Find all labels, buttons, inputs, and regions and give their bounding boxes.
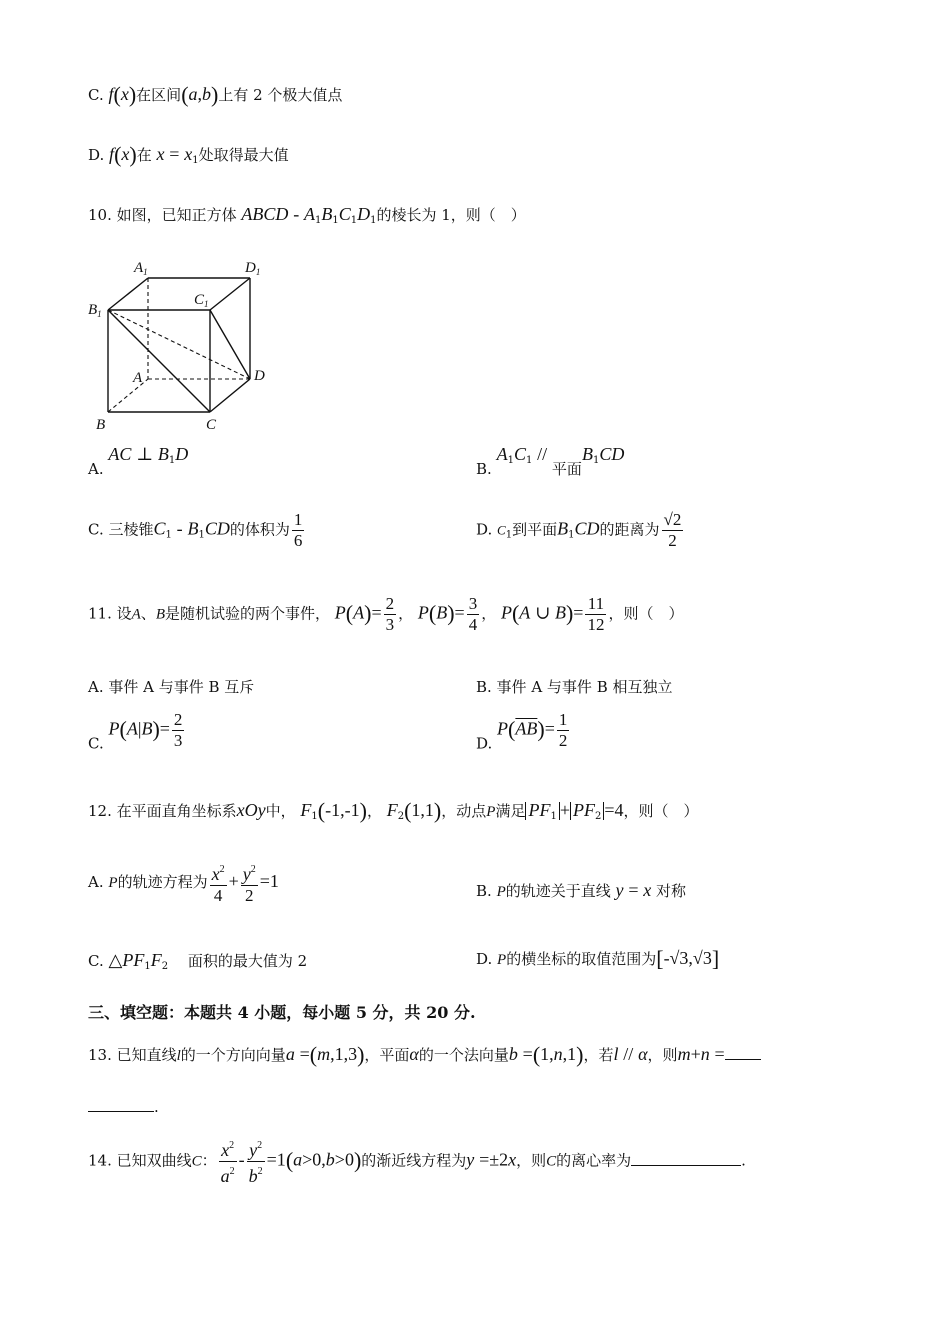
q10-option-d: D. $C_1$到平面$B_1CD$的距离为 $\frac{√2}{2}$ bbox=[476, 510, 682, 550]
edge-b1-a1 bbox=[108, 278, 148, 310]
label-b: B bbox=[96, 417, 106, 433]
q9-option-d: D. f(x)在 $x = x_1$处取得最大值 bbox=[88, 142, 289, 167]
q12-option-a: A. P的轨迹方程为 $\frac{x^2}{4}$ + $\frac{y^2}{2}$ =1 bbox=[88, 860, 279, 906]
section-3-heading: 三、填空题：本题共 4 小题，每小题 5 分，共 20 分. bbox=[88, 1003, 476, 1022]
q9-option-c: C. f(x)在区间(a,b)上有 2 个极大值点 bbox=[88, 82, 343, 107]
q12-option-b: B. P的轨迹关于直线 y = x 对称 bbox=[476, 880, 687, 900]
q11-option-d: D. $P(\overline{AB})=$ $\frac{1}{2}$ bbox=[476, 710, 568, 753]
label-c1: $C_1$ bbox=[194, 292, 209, 309]
math-fx: f bbox=[108, 84, 114, 104]
line-b1-c bbox=[108, 310, 210, 412]
label-a1: $A_1$ bbox=[134, 260, 148, 277]
label-c: C bbox=[206, 417, 217, 433]
line-c1-d bbox=[210, 310, 250, 379]
q11-option-b: B. 事件 A 与事件 B 相互独立 bbox=[476, 678, 673, 696]
q10-stem: 10. 如图，已知正方体 ABCD - $A_1B_1C_1D_1$的棱长为 1，则（ ） bbox=[88, 204, 526, 226]
q10-option-b: B. $A_1C_1$ // 平面$B_1CD$ bbox=[476, 444, 625, 478]
q12-option-d: D. P的横坐标的取值范围为[-√3,√3] bbox=[476, 946, 720, 971]
q14-answer-blank[interactable] bbox=[631, 1165, 741, 1166]
label-d1: $D_1$ bbox=[245, 260, 261, 277]
label-d: D bbox=[254, 368, 265, 384]
cube-figure bbox=[84, 252, 284, 437]
line-b1-d bbox=[108, 310, 250, 379]
q10-option-c: C. 三棱锥$C_1 - B_1CD$的体积为 $\frac{1}{6}$ bbox=[88, 510, 303, 550]
q14-stem: 14. 已知双曲线C： $\frac{x^2}{a^2}$ - $\frac{y^2}{b^2}$ =1(a>0,b>0)的渐近线方程为y =±2x，则C的离心率为 . bbox=[88, 1136, 746, 1187]
q11-option-a: A. 事件 A 与事件 B 互斥 bbox=[88, 678, 255, 696]
q11-stem: 11. 设A、B是随机试验的两个事件， P(A)= $\frac{2}{3}$ ， P(B)= $\frac{3}{4}$ ， P(A ∪ B)= $\frac{11}{12}$ ，则（ ） bbox=[88, 594, 684, 634]
label-b1: $B_1$ bbox=[88, 302, 102, 319]
edge-c-d bbox=[210, 379, 250, 412]
q12-option-c: C. $\triangle PF_1F_2$ 面积的最大值为 2 bbox=[88, 950, 308, 972]
q13-blank-continued[interactable]: . bbox=[88, 1098, 159, 1116]
q10-option-a: A. AC ⊥ $B_1D$ bbox=[88, 444, 189, 478]
q13-answer-blank[interactable] bbox=[725, 1059, 761, 1060]
q13-stem: 13. 已知直线l的一个方向向量a =(m,1,3)，平面α的一个法向量b =(1,n,1)，若l // α，则m+n = bbox=[88, 1042, 761, 1068]
edge-c1-d1 bbox=[210, 278, 250, 310]
label-a: A bbox=[133, 370, 143, 386]
q12-stem: 12. 在平面直角坐标系xOy中， $F_1(-1,-1)$， $F_2(1,1)$，动点P满足 $PF_1 + PF_2 =4$，则（ ） bbox=[88, 798, 699, 823]
q11-option-c: C. P(A|B)= $\frac{2}{3}$ bbox=[88, 710, 183, 753]
